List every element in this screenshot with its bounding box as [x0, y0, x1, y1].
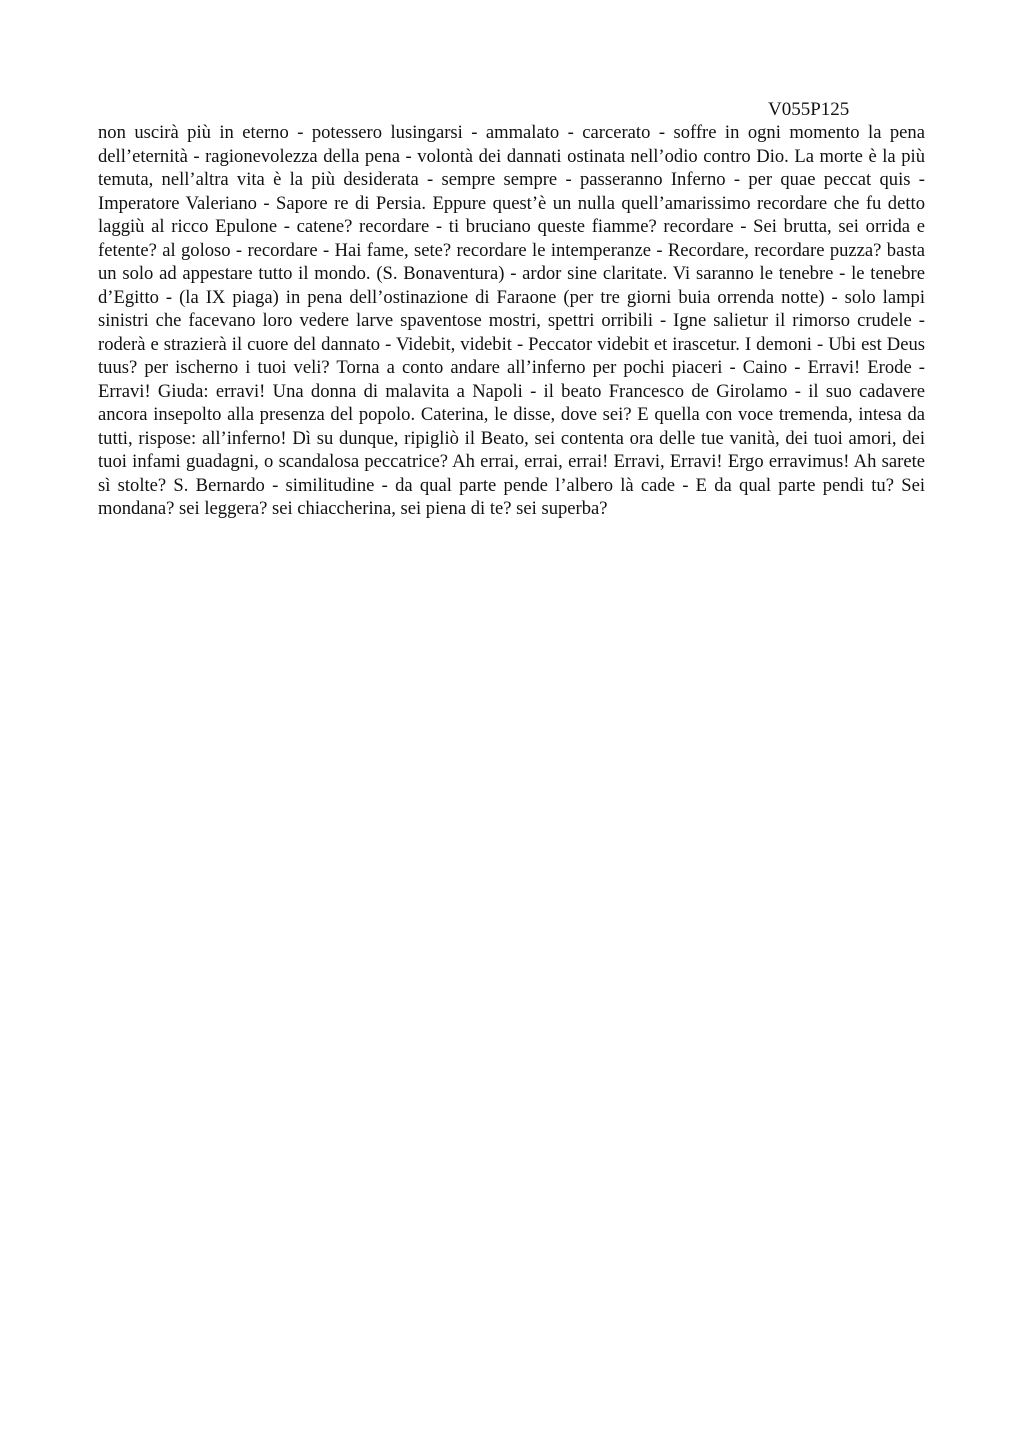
- body-paragraph: non uscirà più in eterno - potessero lusingarsi - ammalato - carcerato - soffre in ogni momento la pena dell’eternità - ragionevolezza della pena - volontà dei dannati ostinata nell’odio contro Dio. La morte è la più temuta, nell’altra vita è la più desiderata - sempre sempre - passeranno Inferno - per quae peccat quis - Imperatore Valeriano - Sapore re di Persia. Eppure quest’è un nulla quell’amarissimo recordare che fu detto laggiù al ricco Epulone - catene? recordare - ti bruciano queste fiamme? recordare - Sei brutta, sei orrida e fetente? al goloso - recordare - Hai fame, sete? recordare le intemperanze - Recordare, recordare puzza? basta un solo ad appestare tutto il mondo. (S. Bonaventura) - ardor sine claritate. Vi saranno le tenebre - le tenebre d’Egitto - (la IX piaga) in pena dell’ostinazione di Faraone (per tre giorni buia orrenda notte) - solo lampi sinistri che facevano loro vedere larve spaventose mostri, spettri orribili - Igne salietur il rimorso crudele - roderà e strazierà il cuore del dannato - Videbit, videbit - Peccator videbit et irascetur. I demoni - Ubi est Deus tuus? per ischerno i tuoi veli? Torna a conto andare all’inferno per pochi piaceri - Caino - Erravi! Erode - Erravi! Giuda: erravi! Una donna di malavita a Napoli - il beato Francesco de Girolamo - il suo cadavere ancora insepolto alla presenza del popolo. Caterina, le disse, dove sei? E quella con voce tremenda, intesa da tutti, rispose: all’inferno! Dì su dunque, ripigliò il Beato, sei contenta ora delle tue vanità, dei tuoi amori, dei tuoi infami guadagni, o scandalosa peccatrice? Ah errai, errai, errai! Erravi, Erravi! Ergo erravimus! Ah sarete sì stolte? S. Bernardo - similitudine - da qual parte pende l’albero là cade - E da qual parte pendi tu? Sei mondana? sei leggera? sei chiaccherina, sei piena di te? sei superba?: [98, 122, 925, 519]
- page-identifier: V055P125: [768, 99, 850, 120]
